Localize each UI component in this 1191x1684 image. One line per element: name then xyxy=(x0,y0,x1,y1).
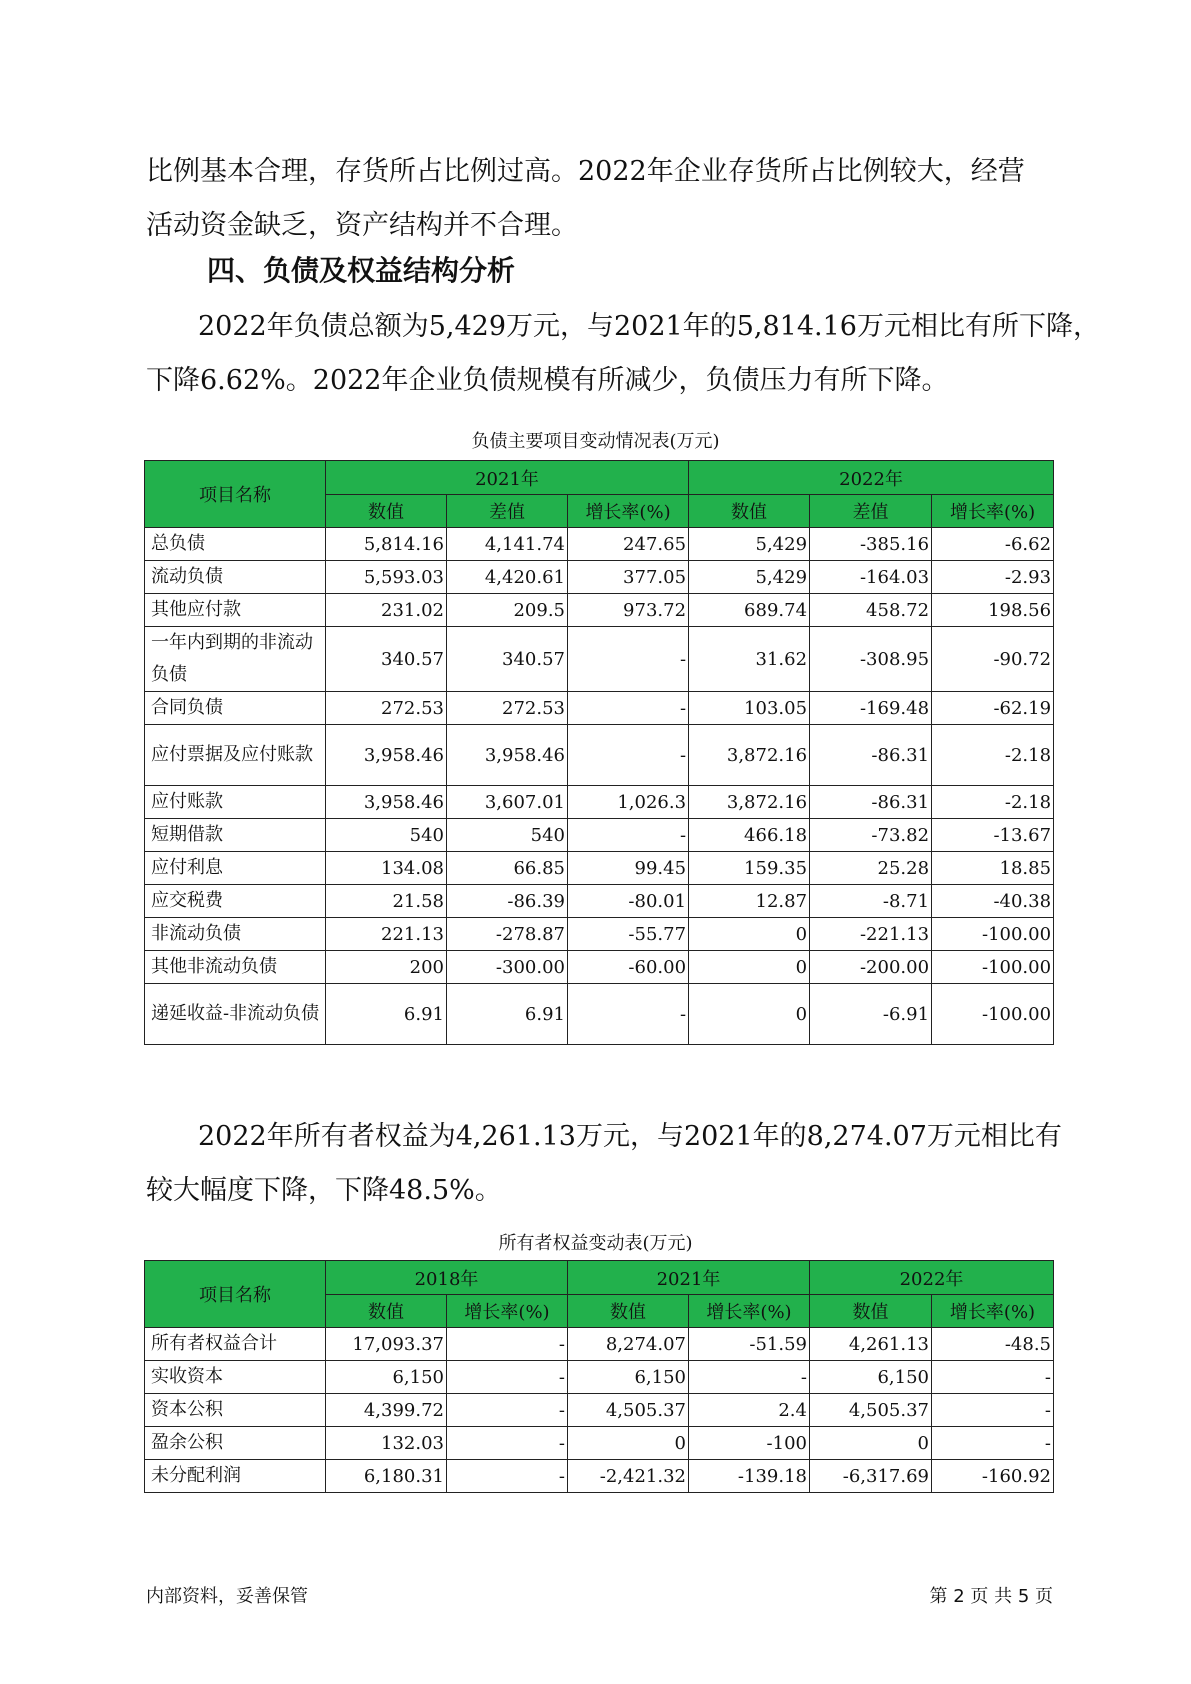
row-value-cell: 466.18 xyxy=(689,819,810,852)
row-value-cell: 6,150 xyxy=(810,1361,932,1394)
row-item-name: 短期借款 xyxy=(145,819,326,852)
row-value-cell: 21.58 xyxy=(326,885,447,918)
row-value-cell: - xyxy=(568,725,689,786)
table-row xyxy=(145,528,1054,561)
footer-page-number: 第 2 页 共 5 页 xyxy=(929,1586,1053,1607)
table-subheader: 增长率(%) xyxy=(932,495,1054,528)
row-value-cell: 5,429 xyxy=(689,528,810,561)
row-value-cell: -90.72 xyxy=(932,627,1054,692)
equity-table xyxy=(144,1260,1054,1493)
table-row xyxy=(145,1427,1054,1460)
row-value-cell: -86.31 xyxy=(810,725,932,786)
liability-table-caption: 负债主要项目变动情况表(万元) xyxy=(471,431,720,452)
row-value-cell: 134.08 xyxy=(326,852,447,885)
equity-table-caption: 所有者权益变动表(万元) xyxy=(498,1233,693,1254)
row-value-cell: -6.62 xyxy=(932,528,1054,561)
table-subheader: 数值 xyxy=(326,1295,447,1328)
table-row xyxy=(145,1394,1054,1427)
row-value-cell: 5,814.16 xyxy=(326,528,447,561)
liability-line-1: 2022年负债总额为5,429万元，与2021年的5,814.16万元相比有所下降， xyxy=(198,311,1100,342)
row-value-cell: 2.4 xyxy=(689,1394,810,1427)
row-value-cell: -6,317.69 xyxy=(810,1460,932,1493)
table-row xyxy=(145,725,1054,786)
row-value-cell: 272.53 xyxy=(326,692,447,725)
row-item-name: 递延收益-非流动负债 xyxy=(145,984,326,1045)
table-subheader: 增长率(%) xyxy=(932,1295,1054,1328)
table-header-year: 2022年 xyxy=(810,1261,1054,1295)
row-value-cell: 4,141.74 xyxy=(447,528,568,561)
table-row xyxy=(145,1460,1054,1493)
row-value-cell: 340.57 xyxy=(326,627,447,692)
table-subheader: 数值 xyxy=(810,1295,932,1328)
row-item-name: 合同负债 xyxy=(145,692,326,725)
row-value-cell: -100.00 xyxy=(932,951,1054,984)
row-value-cell: - xyxy=(568,692,689,725)
row-item-name: 总负债 xyxy=(145,528,326,561)
row-value-cell: 221.13 xyxy=(326,918,447,951)
table-subheader: 差值 xyxy=(810,495,932,528)
row-value-cell: 6,180.31 xyxy=(326,1460,447,1493)
table-row xyxy=(145,918,1054,951)
row-item-name: 一年内到期的非流动负债 xyxy=(145,627,326,692)
liability-paragraph xyxy=(146,300,1100,408)
row-value-cell: 4,420.61 xyxy=(447,561,568,594)
row-value-cell: 4,261.13 xyxy=(810,1328,932,1361)
row-value-cell: 0 xyxy=(689,984,810,1045)
row-value-cell: 25.28 xyxy=(810,852,932,885)
row-value-cell: -51.59 xyxy=(689,1328,810,1361)
row-value-cell: 200 xyxy=(326,951,447,984)
row-item-name: 盈余公积 xyxy=(145,1427,326,1460)
row-value-cell: 1,026.3 xyxy=(568,786,689,819)
liability-table xyxy=(144,460,1054,1045)
row-value-cell: -2.18 xyxy=(932,725,1054,786)
row-value-cell: -55.77 xyxy=(568,918,689,951)
row-value-cell: -13.67 xyxy=(932,819,1054,852)
table-subheader: 数值 xyxy=(689,495,810,528)
row-item-name: 流动负债 xyxy=(145,561,326,594)
row-value-cell: - xyxy=(447,1460,568,1493)
table-header-item-name: 项目名称 xyxy=(145,461,326,528)
row-value-cell: 3,607.01 xyxy=(447,786,568,819)
table-row xyxy=(145,1361,1054,1394)
row-value-cell: -73.82 xyxy=(810,819,932,852)
row-value-cell: -40.38 xyxy=(932,885,1054,918)
row-item-name: 非流动负债 xyxy=(145,918,326,951)
row-value-cell: -164.03 xyxy=(810,561,932,594)
table-subheader: 差值 xyxy=(447,495,568,528)
table-header-year: 2021年 xyxy=(568,1261,810,1295)
row-value-cell: -100 xyxy=(689,1427,810,1460)
row-value-cell: -8.71 xyxy=(810,885,932,918)
row-value-cell: 3,958.46 xyxy=(326,725,447,786)
row-value-cell: 973.72 xyxy=(568,594,689,627)
row-value-cell: 5,593.03 xyxy=(326,561,447,594)
row-value-cell: 8,274.07 xyxy=(568,1328,689,1361)
table-row xyxy=(145,594,1054,627)
row-value-cell: 18.85 xyxy=(932,852,1054,885)
row-item-name: 应交税费 xyxy=(145,885,326,918)
row-value-cell: -300.00 xyxy=(447,951,568,984)
table-subheader: 数值 xyxy=(568,1295,689,1328)
row-item-name: 应付票据及应付账款 xyxy=(145,725,326,786)
section-heading: 四、负债及权益结构分析 xyxy=(207,254,516,287)
equity-line-1: 2022年所有者权益为4,261.13万元，与2021年的8,274.07万元相比有 xyxy=(198,1121,1062,1152)
row-value-cell: 66.85 xyxy=(447,852,568,885)
row-item-name: 所有者权益合计 xyxy=(145,1328,326,1361)
row-value-cell: - xyxy=(932,1394,1054,1427)
table-row xyxy=(145,852,1054,885)
row-value-cell: 6.91 xyxy=(447,984,568,1045)
row-value-cell: -278.87 xyxy=(447,918,568,951)
row-value-cell: -48.5 xyxy=(932,1328,1054,1361)
row-value-cell: -139.18 xyxy=(689,1460,810,1493)
table-row xyxy=(145,951,1054,984)
equity-line-2: 较大幅度下降，下降48.5%。 xyxy=(146,1175,502,1206)
table-row xyxy=(145,627,1054,692)
table-row xyxy=(145,1328,1054,1361)
row-value-cell: 458.72 xyxy=(810,594,932,627)
row-value-cell: - xyxy=(568,819,689,852)
row-value-cell: 3,872.16 xyxy=(689,725,810,786)
equity-paragraph xyxy=(146,1110,1062,1218)
row-value-cell: -2,421.32 xyxy=(568,1460,689,1493)
row-value-cell: - xyxy=(568,627,689,692)
row-value-cell: 4,505.37 xyxy=(810,1394,932,1427)
row-value-cell: 272.53 xyxy=(447,692,568,725)
row-value-cell: 0 xyxy=(689,918,810,951)
table-header-item-name: 项目名称 xyxy=(145,1261,326,1328)
row-item-name: 应付账款 xyxy=(145,786,326,819)
intro-paragraph xyxy=(146,145,1056,253)
row-value-cell: -100.00 xyxy=(932,984,1054,1045)
row-value-cell: -60.00 xyxy=(568,951,689,984)
row-item-name: 其他非流动负债 xyxy=(145,951,326,984)
row-value-cell: -100.00 xyxy=(932,918,1054,951)
footer-confidential-note: 内部资料，妥善保管 xyxy=(146,1586,308,1607)
row-value-cell: -385.16 xyxy=(810,528,932,561)
row-value-cell: - xyxy=(447,1427,568,1460)
row-value-cell: 0 xyxy=(568,1427,689,1460)
table-subheader: 增长率(%) xyxy=(689,1295,810,1328)
row-value-cell: 159.35 xyxy=(689,852,810,885)
row-value-cell: 540 xyxy=(326,819,447,852)
table-subheader: 增长率(%) xyxy=(447,1295,568,1328)
row-value-cell: 689.74 xyxy=(689,594,810,627)
table-header-year: 2022年 xyxy=(689,461,1054,495)
table-row xyxy=(145,561,1054,594)
row-value-cell: 31.62 xyxy=(689,627,810,692)
row-value-cell: 6,150 xyxy=(568,1361,689,1394)
row-item-name: 其他应付款 xyxy=(145,594,326,627)
row-value-cell: 540 xyxy=(447,819,568,852)
row-value-cell: - xyxy=(447,1394,568,1427)
row-value-cell: -6.91 xyxy=(810,984,932,1045)
row-value-cell: -2.93 xyxy=(932,561,1054,594)
table-row xyxy=(145,819,1054,852)
table-subheader: 增长率(%) xyxy=(568,495,689,528)
row-value-cell: -86.31 xyxy=(810,786,932,819)
row-item-name: 应付利息 xyxy=(145,852,326,885)
row-value-cell: 340.57 xyxy=(447,627,568,692)
row-item-name: 资本公积 xyxy=(145,1394,326,1427)
row-value-cell: -86.39 xyxy=(447,885,568,918)
row-item-name: 实收资本 xyxy=(145,1361,326,1394)
row-value-cell: -80.01 xyxy=(568,885,689,918)
intro-line-2: 活动资金缺乏，资产结构并不合理。 xyxy=(146,210,578,241)
row-value-cell: - xyxy=(932,1361,1054,1394)
row-value-cell: 377.05 xyxy=(568,561,689,594)
intro-line-1: 比例基本合理，存货所占比例过高。2022年企业存货所占比例较大，经营 xyxy=(146,156,1025,187)
row-value-cell: 231.02 xyxy=(326,594,447,627)
row-value-cell: - xyxy=(689,1361,810,1394)
table-header-year: 2021年 xyxy=(326,461,689,495)
row-value-cell: 4,399.72 xyxy=(326,1394,447,1427)
table-row xyxy=(145,786,1054,819)
row-value-cell: - xyxy=(932,1427,1054,1460)
row-value-cell: 247.65 xyxy=(568,528,689,561)
row-value-cell: -308.95 xyxy=(810,627,932,692)
row-value-cell: -160.92 xyxy=(932,1460,1054,1493)
row-value-cell: -200.00 xyxy=(810,951,932,984)
row-value-cell: -2.18 xyxy=(932,786,1054,819)
row-value-cell: 6,150 xyxy=(326,1361,447,1394)
table-row xyxy=(145,984,1054,1045)
row-value-cell: 3,872.16 xyxy=(689,786,810,819)
table-row xyxy=(145,885,1054,918)
row-value-cell: 209.5 xyxy=(447,594,568,627)
row-value-cell: 12.87 xyxy=(689,885,810,918)
row-item-name: 未分配利润 xyxy=(145,1460,326,1493)
row-value-cell: -62.19 xyxy=(932,692,1054,725)
row-value-cell: -169.48 xyxy=(810,692,932,725)
row-value-cell: 132.03 xyxy=(326,1427,447,1460)
row-value-cell: 198.56 xyxy=(932,594,1054,627)
row-value-cell: 99.45 xyxy=(568,852,689,885)
row-value-cell: 0 xyxy=(689,951,810,984)
row-value-cell: 6.91 xyxy=(326,984,447,1045)
liability-line-2: 下降6.62%。2022年企业负债规模有所减少，负债压力有所下降。 xyxy=(146,365,949,396)
table-subheader: 数值 xyxy=(326,495,447,528)
row-value-cell: 0 xyxy=(810,1427,932,1460)
table-row xyxy=(145,692,1054,725)
row-value-cell: -221.13 xyxy=(810,918,932,951)
table-header-year: 2018年 xyxy=(326,1261,568,1295)
row-value-cell: 5,429 xyxy=(689,561,810,594)
row-value-cell: 3,958.46 xyxy=(326,786,447,819)
row-value-cell: 3,958.46 xyxy=(447,725,568,786)
row-value-cell: - xyxy=(447,1361,568,1394)
row-value-cell: 103.05 xyxy=(689,692,810,725)
row-value-cell: 17,093.37 xyxy=(326,1328,447,1361)
row-value-cell: 4,505.37 xyxy=(568,1394,689,1427)
row-value-cell: - xyxy=(568,984,689,1045)
row-value-cell: - xyxy=(447,1328,568,1361)
